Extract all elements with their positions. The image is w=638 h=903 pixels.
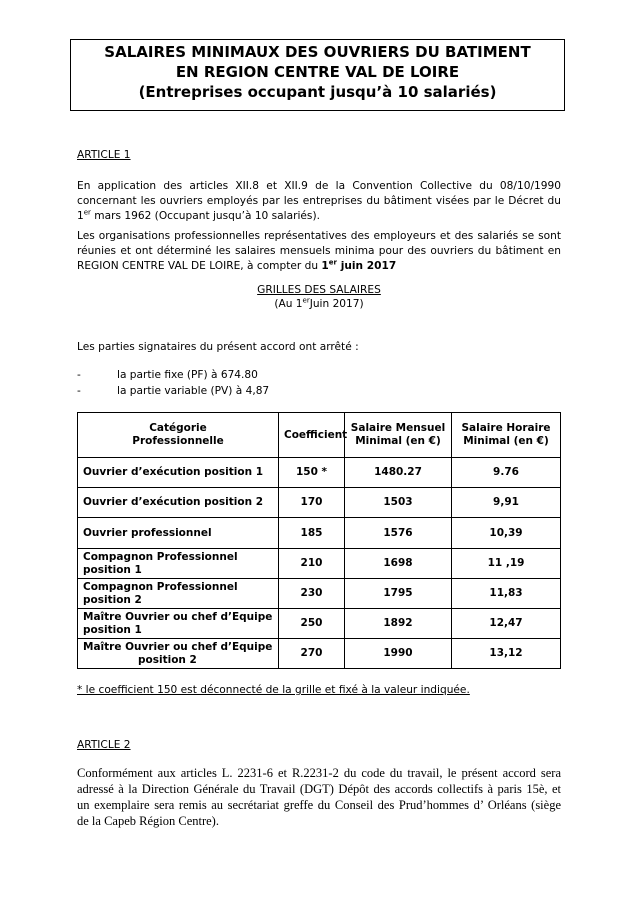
table-row: Ouvrier professionnel 185 1576 10,39	[78, 518, 561, 549]
header-category: Catégorie Professionnelle	[78, 413, 279, 458]
salary-table	[77, 412, 561, 669]
grilles-subtitle: (Au 1erJuin 2017)	[274, 296, 364, 310]
article-1-paragraph-2: Les organisations professionnelles représentatives des employeurs et des salariés se sont réunies et ont déterminé les salaires mensuels minima pour des ouvriers du bâtiment en REGION CENTRE VAL DE LOIRE, à compter du 1er juin 2017	[77, 230, 561, 272]
table-row: Ouvrier d’exécution position 2 170 1503 9,91	[78, 488, 561, 518]
list-item: - la partie variable (PV) à 4,87	[77, 385, 270, 397]
table-row: Maître Ouvrier ou chef d’Equipe position 2 270 1990 13,12	[78, 639, 561, 669]
table-row: Compagnon Professionnel position 2 230 1795 11,83	[78, 579, 561, 609]
table-header-row	[78, 413, 561, 458]
title-box	[70, 39, 565, 111]
table-row: Maître Ouvrier ou chef d’Equipe position 1 250 1892 12,47	[78, 609, 561, 639]
list-item: - la partie fixe (PF) à 674.80	[77, 369, 258, 381]
grilles-title: GRILLES DES SALAIRES	[257, 284, 381, 296]
signatories-text: Les parties signataires du présent accord ont arrêté :	[77, 341, 359, 353]
header-hourly: Salaire Horaire Minimal (en €)	[452, 413, 561, 458]
header-monthly: Salaire Mensuel Minimal (en €)	[345, 413, 452, 458]
title-line-3: (Entreprises occupant jusqu’à 10 salariés)	[138, 83, 497, 101]
table-row: Compagnon Professionnel position 1 210 1698 11 ,19	[78, 549, 561, 579]
effective-date: 1er juin 2017	[321, 258, 397, 272]
article-1-heading: ARTICLE 1	[77, 149, 131, 161]
table-row: Ouvrier d’exécution position 1 150 * 1480.27 9.76	[78, 458, 561, 488]
article-1-paragraph-1: En application des articles XII.8 et XII.9 de la Convention Collective du 08/10/1990 concernant les ouvriers employés par les entreprises du bâtiment visées par le Décret du 1er mars 1962 (Occupant jusqu’à 10 salariés).	[77, 180, 561, 222]
header-coefficient: Coefficient	[279, 413, 345, 458]
table-footnote: * le coefficient 150 est déconnecté de la grille et fixé à la valeur indiquée.	[77, 684, 470, 696]
title-line-1: SALAIRES MINIMAUX DES OUVRIERS DU BATIMENT	[104, 43, 531, 61]
article-2-heading: ARTICLE 2	[77, 739, 131, 751]
title-line-2: EN REGION CENTRE VAL DE LOIRE	[175, 63, 460, 81]
article-2-paragraph: Conformément aux articles L. 2231-6 et R.2231-2 du code du travail, le présent accord sera adressé à la Direction Générale du Travail (DGT) Dépôt des accords collectifs à paris 15è, et un exemplaire sera remis au secrétariat greffe du Conseil des Prud’hommes d’ Orléans (siège de la Capeb Région Centre).	[77, 766, 561, 828]
